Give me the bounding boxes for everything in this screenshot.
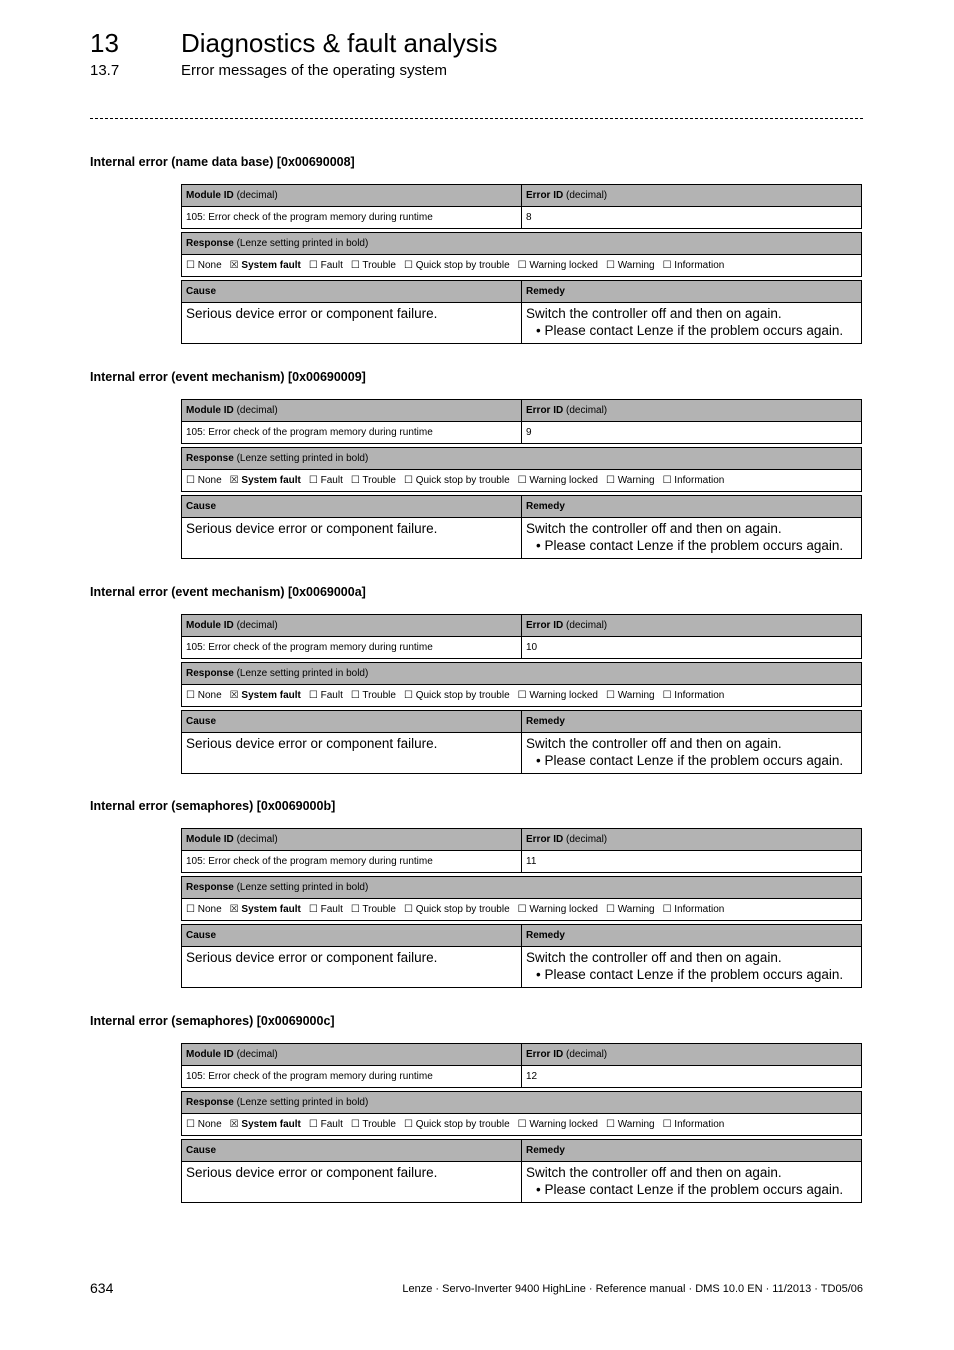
option-information: ☐ Information [662,1119,725,1130]
cause-label: Cause [182,496,522,517]
option-warning-locked: ☐ Warning locked [517,260,598,271]
option-fault: ☐ Fault [308,690,343,701]
remedy-bullet: • Please contact Lenze if the problem occurs again. [536,323,844,338]
header-divider [90,118,863,119]
response-table [181,662,862,707]
decimal-note: (decimal) [566,190,608,201]
remedy-label: Remedy [526,501,565,512]
id-table [181,614,862,659]
id-table [181,399,862,444]
chapter-number: 13 [90,28,119,58]
cause-label: Cause [182,281,522,302]
decimal-note: (decimal) [236,1049,278,1060]
error-id-label: Error ID [526,405,564,416]
module-value: 105: Error check of the program memory during runtime [182,422,522,443]
cause-text: Serious device error or component failure. [182,518,522,558]
response-label: Response [186,882,234,893]
cause-remedy-table [181,1139,862,1203]
page-number: 634 [90,1280,114,1296]
error-id-value: 9 [526,427,532,438]
option-none: ☐ None [186,690,222,701]
option-quick-stop: ☐ Quick stop by trouble [403,690,510,701]
option-quick-stop: ☐ Quick stop by trouble [403,904,510,915]
response-note: (Lenze setting printed in bold) [236,238,369,249]
option-trouble: ☐ Trouble [350,904,396,915]
cause-label: Cause [182,711,522,732]
option-quick-stop: ☐ Quick stop by trouble [403,1119,510,1130]
decimal-note: (decimal) [566,834,608,845]
response-note: (Lenze setting printed in bold) [236,668,369,679]
id-table [181,828,862,873]
decimal-note: (decimal) [566,620,608,631]
remedy-text: Switch the controller off and then on again. [526,1165,782,1180]
response-table [181,232,862,277]
option-system-fault: ☒ System fault [229,904,301,915]
option-quick-stop: ☐ Quick stop by trouble [403,260,510,271]
error-id-label: Error ID [526,620,564,631]
option-trouble: ☐ Trouble [350,260,396,271]
option-fault: ☐ Fault [308,475,343,486]
decimal-note: (decimal) [566,1049,608,1060]
option-trouble: ☐ Trouble [350,475,396,486]
error-title: Internal error (event mechanism) [0x00690009] [90,370,366,384]
option-information: ☐ Information [662,904,725,915]
remedy-bullet: • Please contact Lenze if the problem occurs again. [536,967,844,982]
cause-label: Cause [182,925,522,946]
response-options [182,255,861,276]
response-label: Response [186,238,234,249]
error-title: Internal error (event mechanism) [0x0069000a] [90,585,366,599]
error-title: Internal error (semaphores) [0x0069000c] [90,1014,335,1028]
remedy-label: Remedy [526,286,565,297]
error-id-label: Error ID [526,834,564,845]
error-id-label: Error ID [526,1049,564,1060]
option-warning-locked: ☐ Warning locked [517,475,598,486]
option-warning-locked: ☐ Warning locked [517,690,598,701]
section-title: Error messages of the operating system [181,62,447,79]
module-id-label: Module ID [186,620,234,631]
decimal-note: (decimal) [236,190,278,201]
option-information: ☐ Information [662,475,725,486]
response-options [182,899,861,920]
module-value: 105: Error check of the program memory during runtime [182,637,522,658]
id-table [181,1043,862,1088]
error-id-value: 8 [526,212,532,223]
decimal-note: (decimal) [566,405,608,416]
option-system-fault: ☒ System fault [229,1119,301,1130]
remedy-text: Switch the controller off and then on again. [526,950,782,965]
remedy-text: Switch the controller off and then on again. [526,306,782,321]
cause-text: Serious device error or component failure. [182,303,522,343]
option-warning-locked: ☐ Warning locked [517,1119,598,1130]
error-title: Internal error (name data base) [0x00690008] [90,155,355,169]
response-note: (Lenze setting printed in bold) [236,882,369,893]
response-table [181,1091,862,1136]
error-id-value: 12 [526,1071,538,1082]
remedy-bullet: • Please contact Lenze if the problem occurs again. [536,1182,844,1197]
option-none: ☐ None [186,904,222,915]
id-table [181,184,862,229]
response-options [182,685,861,706]
response-table [181,447,862,492]
option-none: ☐ None [186,475,222,486]
cause-remedy-table [181,495,862,559]
remedy-label: Remedy [526,1145,565,1156]
option-none: ☐ None [186,1119,222,1130]
error-id-value: 11 [526,856,537,867]
option-system-fault: ☒ System fault [229,475,301,486]
remedy-label: Remedy [526,716,565,727]
remedy-text: Switch the controller off and then on again. [526,521,782,536]
cause-label: Cause [182,1140,522,1161]
response-options [182,470,861,491]
response-note: (Lenze setting printed in bold) [236,1097,369,1108]
option-warning: ☐ Warning [605,475,655,486]
cause-text: Serious device error or component failure. [182,733,522,773]
option-trouble: ☐ Trouble [350,1119,396,1130]
option-none: ☐ None [186,260,222,271]
module-value: 105: Error check of the program memory during runtime [182,851,522,872]
option-warning: ☐ Warning [605,904,655,915]
cause-remedy-table [181,924,862,988]
option-fault: ☐ Fault [308,260,343,271]
cause-remedy-table [181,710,862,774]
remedy-label: Remedy [526,930,565,941]
decimal-note: (decimal) [236,834,278,845]
remedy-text: Switch the controller off and then on again. [526,736,782,751]
response-table [181,876,862,921]
module-id-label: Module ID [186,1049,234,1060]
cause-text: Serious device error or component failure. [182,947,522,987]
module-value: 105: Error check of the program memory during runtime [182,207,522,228]
decimal-note: (decimal) [236,405,278,416]
footer-publication: Lenze · Servo-Inverter 9400 HighLine · Reference manual · DMS 10.0 EN · 11/2013 · TD05/06 [402,1283,863,1295]
cause-remedy-table [181,280,862,344]
response-label: Response [186,453,234,464]
option-information: ☐ Information [662,260,725,271]
remedy-bullet: • Please contact Lenze if the problem occurs again. [536,753,844,768]
option-system-fault: ☒ System fault [229,690,301,701]
option-fault: ☐ Fault [308,904,343,915]
option-warning: ☐ Warning [605,1119,655,1130]
response-note: (Lenze setting printed in bold) [236,453,369,464]
option-warning-locked: ☐ Warning locked [517,904,598,915]
chapter-title: Diagnostics & fault analysis [181,28,498,58]
cause-text: Serious device error or component failure. [182,1162,522,1202]
module-id-label: Module ID [186,834,234,845]
error-title: Internal error (semaphores) [0x0069000b] [90,799,336,813]
remedy-bullet: • Please contact Lenze if the problem occurs again. [536,538,844,553]
option-trouble: ☐ Trouble [350,690,396,701]
module-id-label: Module ID [186,190,234,201]
error-id-label: Error ID [526,190,564,201]
response-label: Response [186,668,234,679]
response-options [182,1114,861,1135]
option-system-fault: ☒ System fault [229,260,301,271]
option-quick-stop: ☐ Quick stop by trouble [403,475,510,486]
option-fault: ☐ Fault [308,1119,343,1130]
error-id-value: 10 [526,642,538,653]
module-value: 105: Error check of the program memory during runtime [182,1066,522,1087]
decimal-note: (decimal) [236,620,278,631]
option-warning: ☐ Warning [605,690,655,701]
section-number: 13.7 [90,62,120,79]
option-information: ☐ Information [662,690,725,701]
response-label: Response [186,1097,234,1108]
option-warning: ☐ Warning [605,260,655,271]
module-id-label: Module ID [186,405,234,416]
